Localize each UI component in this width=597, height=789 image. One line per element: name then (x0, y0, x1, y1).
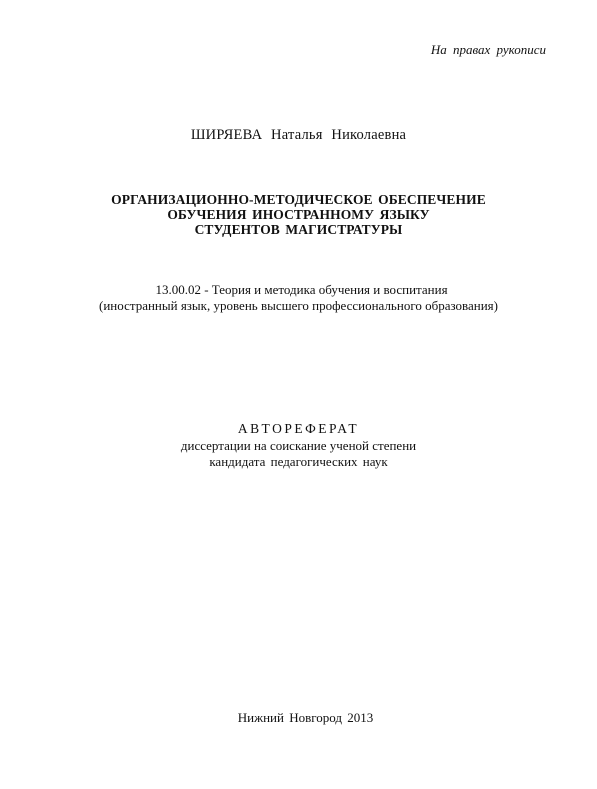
author-name: ШИРЯЕВА Наталья Николаевна (190, 127, 407, 143)
specialty-detail-line: (иностранный язык, уровень высшего профессионального образования) (99, 298, 498, 313)
manuscript-rights-note: На правах рукописи (430, 42, 546, 57)
title-line-1: ОРГАНИЗАЦИОННО-МЕТОДИЧЕСКОЕ ОБЕСПЕЧЕНИЕ (111, 192, 486, 207)
abstract-label: АВТОРЕФЕРАТ (237, 421, 360, 436)
city-year: Нижний Новгород 2013 (237, 710, 374, 725)
degree-line-1: диссертации на соискание ученой степени (180, 438, 417, 453)
title-line-3: СТУДЕНТОВ МАГИСТРАТУРЫ (194, 222, 403, 237)
degree-line-2: кандидата педагогических наук (209, 454, 388, 469)
title-line-2: ОБУЧЕНИЯ ИНОСТРАННОМУ ЯЗЫКУ (167, 207, 430, 222)
specialty-code-line: 13.00.02 - Теория и методика обучения и воспитания (155, 282, 448, 297)
